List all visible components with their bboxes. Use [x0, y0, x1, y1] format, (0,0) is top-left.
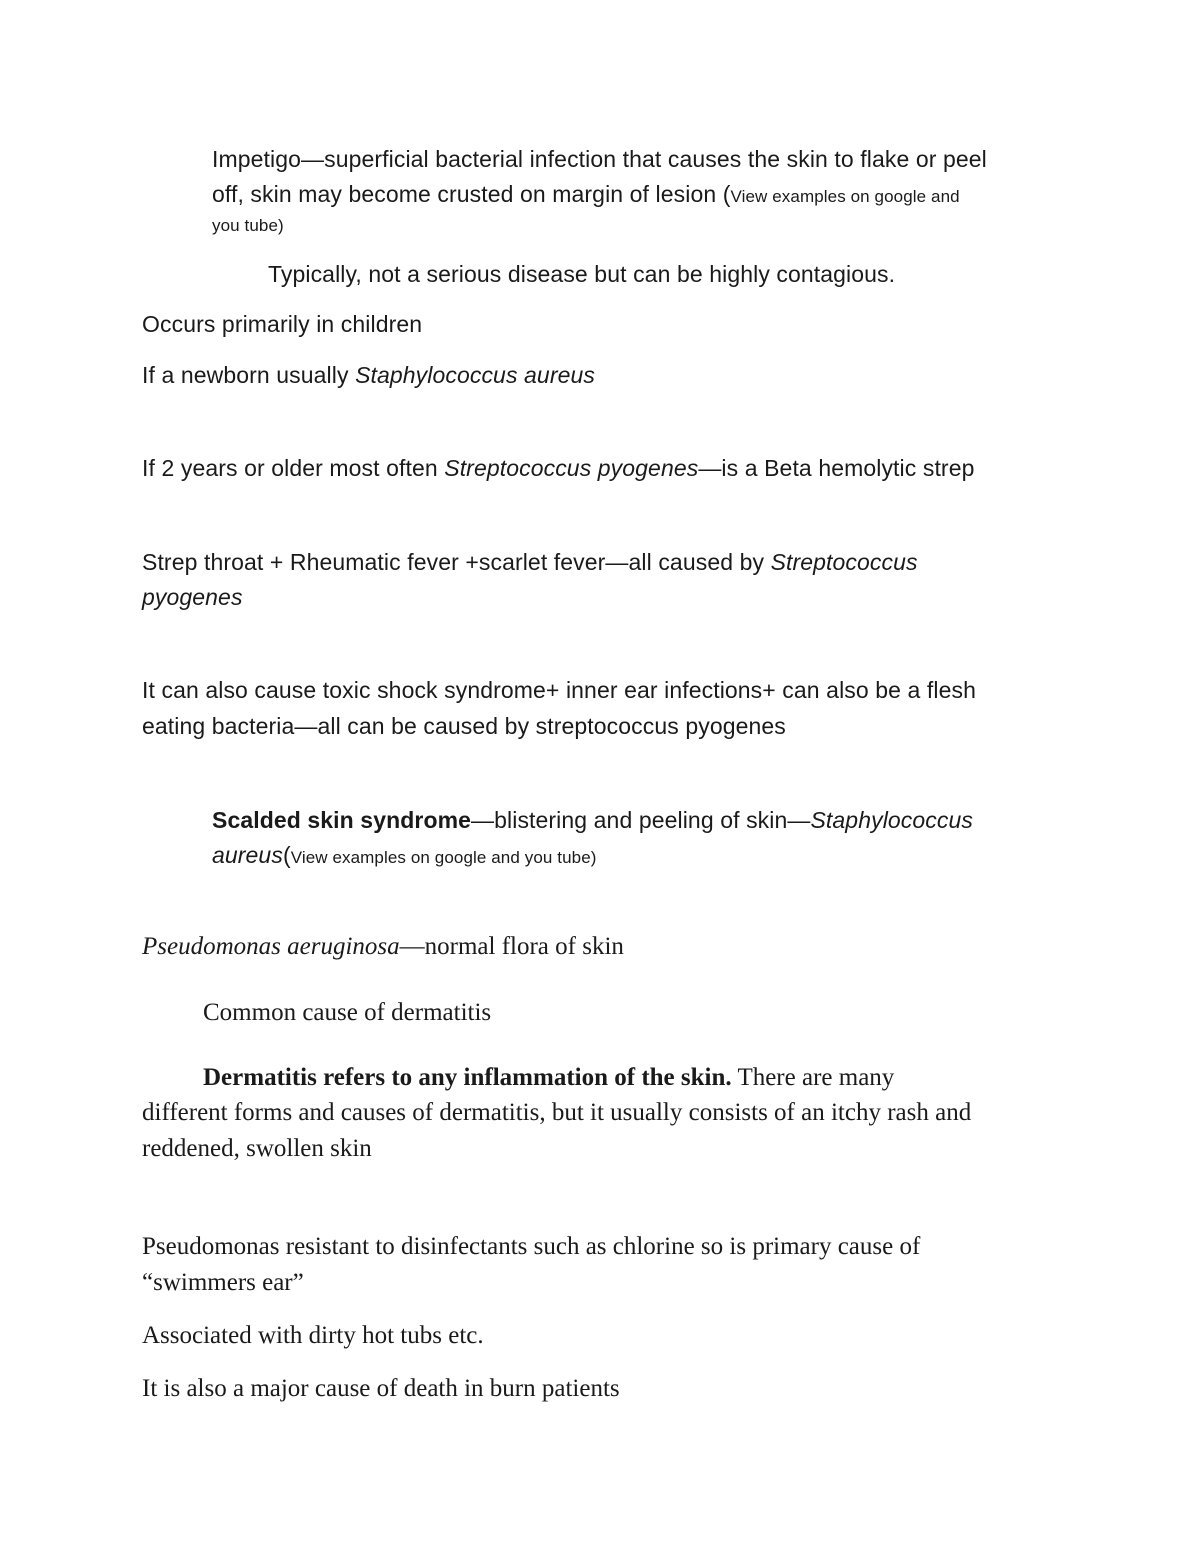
strep-throat-organism: Streptococcus: [770, 549, 918, 575]
dermatitis-definition: Dermatitis refers to any inflammation of the skin.: [203, 1064, 732, 1091]
scalded-organism-continued: aureus: [212, 842, 283, 868]
two-years-organism: Streptococcus pyogenes: [444, 455, 699, 481]
contagious-line: Typically, not a serious disease but can be highly contagious.: [268, 261, 896, 287]
impetigo-note: View examples on google and: [730, 187, 960, 206]
two-years-line: [142, 451, 974, 486]
newborn-line: [142, 358, 595, 393]
pseudomonas-organism: Pseudomonas aeruginosa: [142, 933, 400, 960]
scalded-term: Scalded skin syndrome: [212, 807, 472, 833]
pseudomonas-description: —normal flora of skin: [399, 933, 624, 960]
two-years-suffix: —is a Beta hemolytic strep: [698, 455, 975, 481]
hot-tubs-line: Associated with dirty hot tubs etc.: [142, 1322, 484, 1349]
newborn-organism: Staphylococcus aureus: [355, 362, 595, 388]
impetigo-definition: superficial bacterial infection that causes the skin to flake or peel: [324, 146, 987, 172]
newborn-prefix: If a newborn usually: [142, 362, 356, 388]
two-years-prefix: If 2 years or older most often: [142, 455, 445, 481]
impetigo-note-continued: you tube): [212, 216, 284, 235]
strep-throat-line-1: [142, 545, 918, 580]
scalded-line-1: [212, 803, 973, 838]
dermatitis-line-1: [203, 1060, 894, 1096]
scalded-description: —blistering and peeling of skin—: [471, 807, 811, 833]
impetigo-line-1: [212, 142, 987, 177]
occurs-line: Occurs primarily in children: [142, 311, 423, 337]
impetigo-term: Impetigo: [212, 146, 302, 172]
toxic-shock-line-1: It can also cause toxic shock syndrome+ inner ear infections+ can also be a flesh: [142, 677, 976, 703]
scalded-line-2: [212, 838, 597, 875]
dermatitis-line-2: different forms and causes of dermatitis, but it usually consists of an itchy rash and: [142, 1099, 972, 1126]
strep-throat-text: Strep throat + Rheumatic fever +scarlet fever—all caused by: [142, 549, 771, 575]
resistant-line-2: “swimmers ear”: [142, 1269, 304, 1296]
pseudomonas-line: [142, 929, 624, 965]
scalded-note: View examples on google and you tube): [290, 848, 597, 867]
impetigo-dash: —: [301, 146, 325, 172]
burn-line: It is also a major cause of death in burn patients: [142, 1375, 620, 1402]
common-cause-line: Common cause of dermatitis: [203, 999, 492, 1026]
strep-throat-organism-continued: pyogenes: [142, 584, 243, 610]
strep-throat-line-2: [142, 580, 243, 615]
impetigo-line-2: [212, 177, 960, 214]
impetigo-lesion-text: off, skin may become crusted on margin of lesion (: [212, 181, 731, 207]
toxic-shock-line-2: eating bacteria—all can be caused by streptococcus pyogenes: [142, 713, 786, 739]
scalded-organism: Staphylococcus: [810, 807, 973, 833]
scalded-paren: (: [282, 842, 291, 868]
resistant-line-1: Pseudomonas resistant to disinfectants such as chlorine so is primary cause of: [142, 1233, 921, 1260]
dermatitis-line-3: reddened, swollen skin: [142, 1135, 372, 1162]
dermatitis-intro: There are many: [731, 1064, 895, 1091]
